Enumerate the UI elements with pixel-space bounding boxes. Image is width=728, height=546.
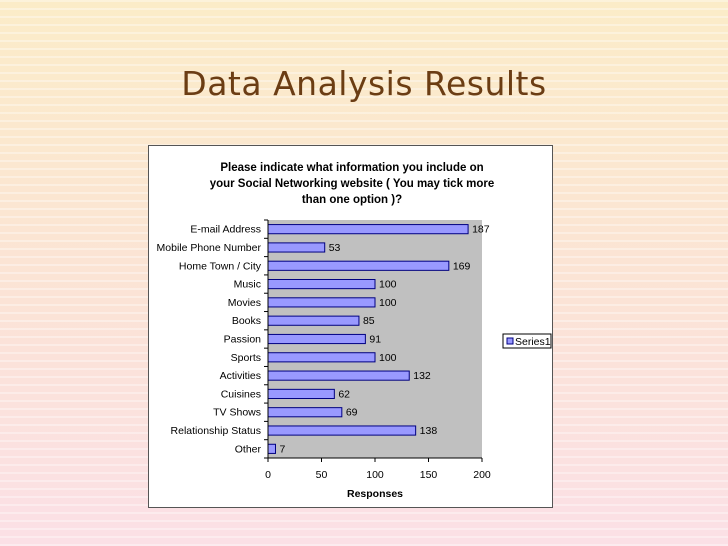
chart-title-line: Please indicate what information you include on bbox=[220, 162, 484, 174]
category-label: Mobile Phone Number bbox=[156, 241, 261, 254]
category-label: Movies bbox=[227, 296, 261, 309]
bar bbox=[268, 389, 334, 398]
bar bbox=[268, 334, 365, 343]
value-label: 187 bbox=[472, 223, 490, 236]
chart-panel bbox=[148, 145, 553, 508]
bar bbox=[268, 298, 375, 307]
category-label: Passion bbox=[223, 333, 261, 346]
bar bbox=[268, 444, 275, 453]
value-label: 100 bbox=[379, 278, 397, 291]
legend-label: Series1 bbox=[515, 336, 551, 348]
value-label: 53 bbox=[328, 241, 341, 254]
legend-swatch bbox=[507, 338, 513, 344]
category-label: Music bbox=[233, 278, 261, 291]
category-label: E-mail Address bbox=[190, 223, 261, 236]
bar bbox=[268, 408, 342, 417]
x-axis-title: Responses bbox=[346, 488, 404, 500]
x-tick-label: 200 bbox=[473, 469, 491, 481]
bar bbox=[268, 426, 416, 435]
category-labels bbox=[157, 224, 262, 456]
bar bbox=[268, 316, 359, 325]
value-label: 169 bbox=[452, 260, 471, 273]
value-label: 100 bbox=[379, 351, 397, 364]
chart-title-line: your Social Networking website ( You may tick more bbox=[209, 178, 495, 190]
category-label: Books bbox=[231, 315, 261, 328]
x-tick-label: 150 bbox=[419, 469, 438, 481]
category-label: Sports bbox=[230, 351, 261, 364]
value-label: 62 bbox=[338, 388, 351, 401]
value-label: 138 bbox=[419, 425, 438, 438]
bar bbox=[268, 371, 409, 380]
bar bbox=[268, 280, 375, 289]
value-label: 7 bbox=[279, 443, 286, 456]
category-label: Activities bbox=[219, 370, 261, 383]
slide-title: Data Analysis Results bbox=[181, 64, 547, 103]
bar bbox=[268, 225, 468, 234]
chart-title bbox=[210, 162, 495, 206]
x-tick-labels bbox=[265, 469, 491, 481]
chart-title-line: than one option )? bbox=[301, 194, 403, 206]
bar bbox=[268, 243, 325, 252]
bar-chart bbox=[149, 146, 554, 509]
value-label: 100 bbox=[379, 296, 397, 309]
category-label: Other bbox=[234, 443, 261, 456]
category-label: Cuisines bbox=[220, 388, 261, 401]
bar bbox=[268, 353, 375, 362]
bar bbox=[268, 261, 449, 270]
x-tick-label: 50 bbox=[315, 469, 328, 481]
value-label: 132 bbox=[413, 370, 431, 383]
value-label: 91 bbox=[369, 333, 382, 346]
value-label: 69 bbox=[345, 406, 358, 419]
value-label: 85 bbox=[362, 315, 375, 328]
category-label: Relationship Status bbox=[170, 425, 261, 438]
category-label: Home Town / City bbox=[178, 260, 261, 273]
category-label: TV Shows bbox=[213, 406, 261, 419]
x-tick-label: 0 bbox=[265, 469, 271, 481]
x-tick-label: 100 bbox=[366, 469, 384, 481]
legend bbox=[503, 334, 551, 348]
